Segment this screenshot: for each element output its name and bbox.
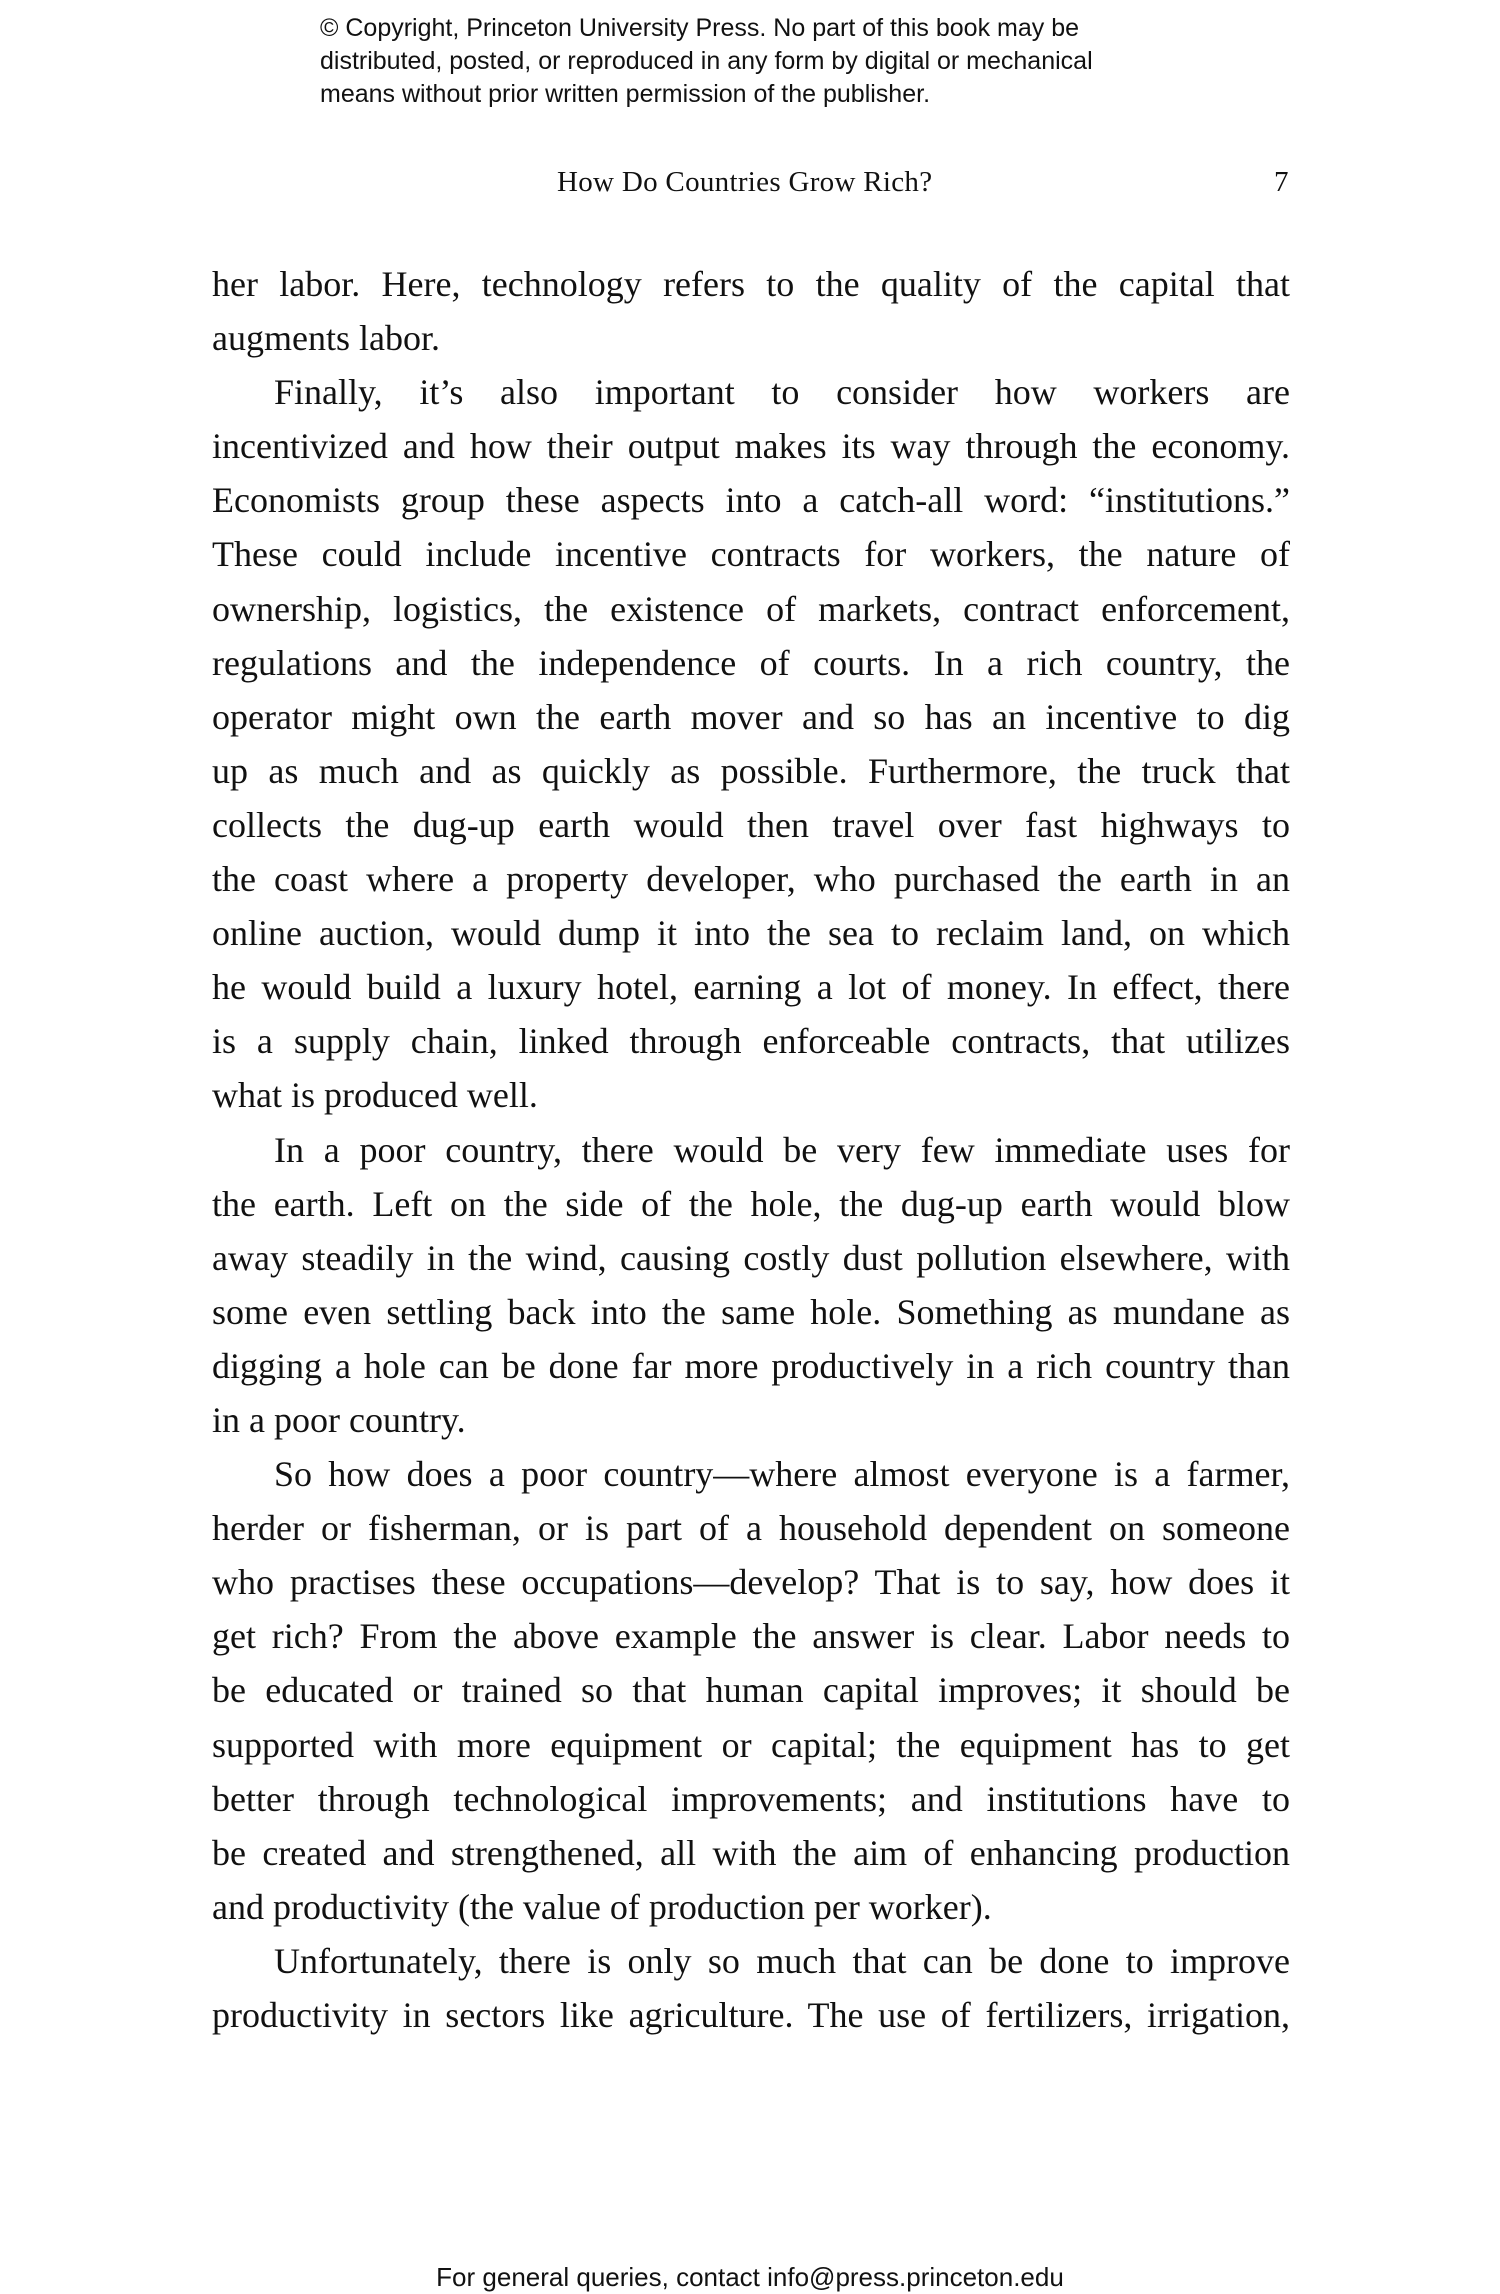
text-line: some even settling back into the same hole. Something as mundane as [212,1291,1290,1332]
text-line: supported with more equipment or capital; the equipment has to get [212,1724,1290,1765]
text-line: get rich? From the above example the answer is clear. Labor needs to [212,1616,1290,1657]
text-line: Finally, it’s also important to consider how workers are [274,372,1290,413]
text-line: the earth. Left on the side of the hole, the dug-up earth would blow [212,1183,1290,1224]
text-line: In a poor country, there would be very few immediate uses for [274,1129,1290,1170]
text-line: is a supply chain, linked through enforceable contracts, that utilizes [212,1021,1290,1062]
footer-contact: For general queries, contact info@press.princeton.edu [436,2262,1064,2292]
text-line: augments labor. [212,318,440,359]
text-line: online auction, would dump it into the sea to reclaim land, on which [212,913,1290,954]
text-line: operator might own the earth mover and so has an incentive to dig [212,696,1290,737]
text-line: he would build a luxury hotel, earning a lot of money. In effect, there [212,967,1290,1008]
text-line: up as much and as quickly as possible. Furthermore, the truck that [212,750,1290,791]
text-line: what is produced well. [212,1075,538,1116]
text-line: be created and strengthened, all with the aim of enhancing production [212,1832,1290,1873]
text-line: These could include incentive contracts for workers, the nature of [212,534,1290,575]
text-line: productivity in sectors like agriculture. The use of fertilizers, irrigation, [212,1995,1290,2035]
running-head-title: How Do Countries Grow Rich? [557,166,933,198]
body-text [212,257,1290,2042]
page-number: 7 [1274,166,1289,198]
text-line: ownership, logistics, the existence of markets, contract enforcement, [212,588,1290,629]
text-line: incentivized and how their output makes its way through the economy. [212,426,1290,467]
text-line: regulations and the independence of courts. In a rich country, the [212,642,1290,683]
text-line: better through technological improvements; and institutions have to [212,1778,1290,1819]
text-line: herder or fisherman, or is part of a household dependent on someone [212,1508,1290,1549]
text-line: be educated or trained so that human capital improves; it should be [212,1670,1290,1711]
text-line: collects the dug-up earth would then travel over fast highways to [212,804,1290,845]
text-line: and productivity (the value of production per worker). [212,1886,992,1927]
text-line: digging a hole can be done far more productively in a rich country than [212,1345,1290,1386]
copyright-line: means without prior written permission of the publisher. [320,80,931,108]
text-line: who practises these occupations—develop? That is to say, how does it [212,1562,1290,1603]
copyright-line: © Copyright, Princeton University Press. No part of this book may be [320,14,1080,42]
text-line: Unfortunately, there is only so much that can be done to improve [274,1940,1290,1981]
copyright-line: distributed, posted, or reproduced in any form by digital or mechanical [320,47,1093,75]
text-line: So how does a poor country—where almost everyone is a farmer, [274,1454,1290,1495]
running-head [0,166,1500,206]
text-line: her labor. Here, technology refers to the quality of the capital that [212,264,1290,304]
text-line: the coast where a property developer, who purchased the earth in an [212,859,1290,900]
copyright-notice [320,12,1220,111]
text-line: away steadily in the wind, causing costly dust pollution elsewhere, with [212,1237,1290,1278]
text-line: in a poor country. [212,1399,466,1440]
text-line: Economists group these aspects into a catch-all word: “institutions.” [212,480,1290,521]
